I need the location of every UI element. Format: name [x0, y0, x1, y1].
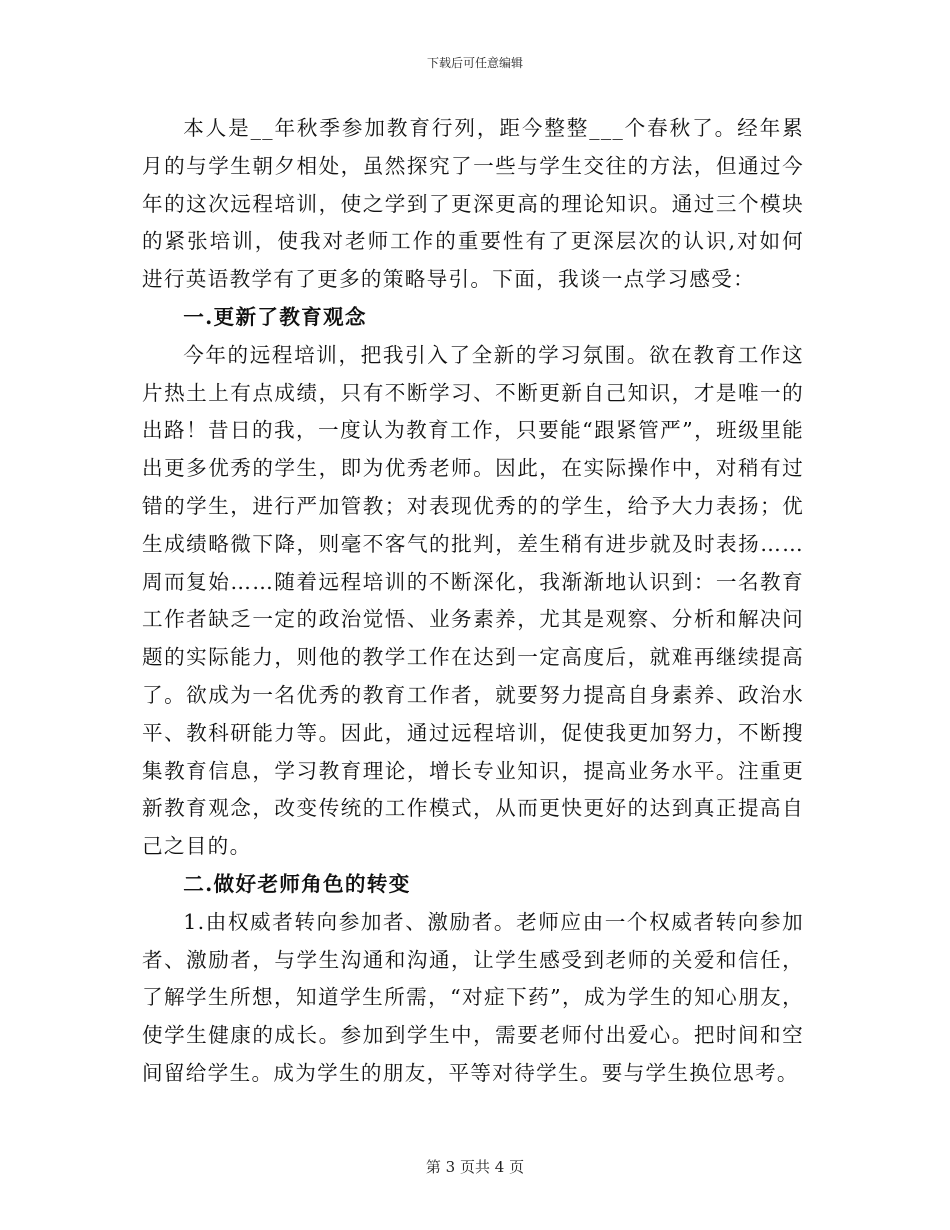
section-heading-2: 二.做好老师角色的转变: [183, 871, 411, 896]
section-heading-1: 一.更新了教育观念: [183, 304, 367, 329]
page-footer: 第 3 页共 4 页: [425, 1158, 525, 1176]
document-body: [142, 110, 804, 1093]
section-1-paragraph: 今年的远程培训，把我引入了全新的学习氛围。欲在教育工作这片热土上有点成绩，只有不断学习、不断更新自己知识，才是唯一的出路！昔日的我，一度认为教育工作，只要能“跟紧管严”，班级里能出更多优秀的学生，即为优秀老师。因此，在实际操作中，对稍有过错的学生，进行严加管教；对表现优秀的的学生，给予大力表扬；优生成绩略微下降，则毫不客气的批判，差生稍有进步就及时表扬……周而复始……随着远程培训的不断深化，我渐渐地认识到：一名教育工作者缺乏一定的政治觉悟、业务素养，尤其是观察、分析和解决问题的实际能力，则他的教学工作在达到一定高度后，就难再继续提高了。欲成为一名优秀的教育工作者，就要努力提高自身素养、政治水平、教科研能力等。因此，通过远程培训，促使我更加努力，不断搜集教育信息，学习教育理论，增长专业知识，提高业务水平。注重更新教育观念，改变传统的工作模式，从而更快更好的达到真正提高自己之目的。: [142, 342, 804, 859]
intro-paragraph: 本人是__年秋季参加教育行列，距今整整___个春秋了。经年累月的与学生朝夕相处，虽然探究了一些与学生交往的方法，但通过今年的这次远程培训，使之学到了更深更高的理论知识。通过三个模块的紧张培训，使我对老师工作的重要性有了更深层次的认识,对如何进行英语教学有了更多的策略导引。下面，我谈一点学习感受：: [142, 116, 804, 292]
page-header: 下载后可任意编辑: [426, 56, 523, 70]
section-2-paragraph: 1.由权威者转向参加者、激励者。老师应由一个权威者转向参加者、激励者，与学生沟通和沟通，让学生感受到老师的关爱和信任，了解学生所想，知道学生所需，“对症下药”，成为学生的知心朋友，使学生健康的成长。参加到学生中，需要老师付出爱心。把时间和空间留给学生。成为学生的朋友，平等对待学生。要与学生换位思考。: [142, 909, 804, 1085]
